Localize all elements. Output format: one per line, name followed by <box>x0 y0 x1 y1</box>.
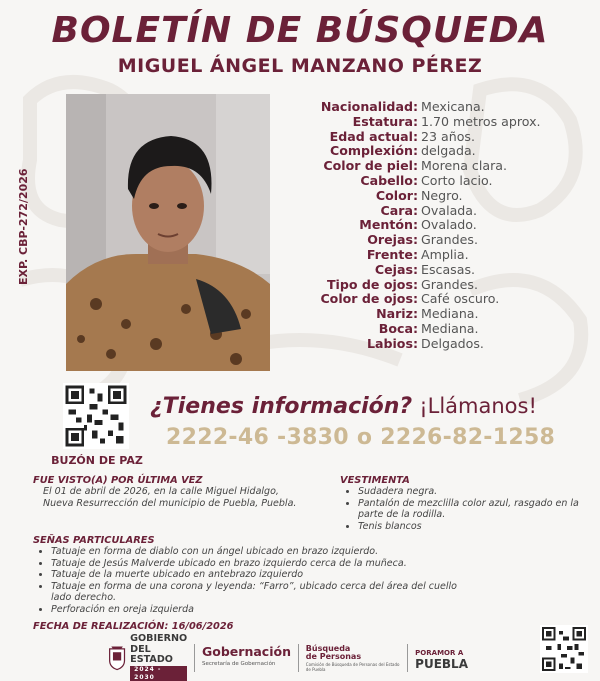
detail-row <box>280 144 590 159</box>
detail-value: Grandes. <box>421 276 478 292</box>
detail-value: 23 años. <box>421 128 475 144</box>
detail-row <box>280 248 590 263</box>
list-item: • Tenis blancos <box>358 521 590 533</box>
detail-value: Mediana. <box>421 306 479 322</box>
qr-code-icon[interactable] <box>540 625 588 673</box>
busqueda-line2: de Personas <box>305 652 362 661</box>
detail-row <box>280 130 590 145</box>
last-seen-text: El 01 de abril de 2026, en la calle Miguel Hidalgo, Nueva Resurrección del municipio de Puebla, Puebla. <box>43 486 297 509</box>
detail-value: Ovalada. <box>421 202 478 218</box>
detail-row <box>280 218 590 233</box>
divider <box>194 644 195 672</box>
detail-label: Complexión: <box>330 143 418 159</box>
amor-text: AMOR A <box>431 649 464 657</box>
marks-section <box>33 535 473 615</box>
list-item: • Tatuaje en forma de diablo con un ángel ubicado en brazo izquierdo. <box>51 546 473 558</box>
detail-value: Morena clara. <box>421 158 507 174</box>
detail-row <box>280 115 590 130</box>
gobierno-logo <box>130 634 187 681</box>
detail-row <box>280 204 590 219</box>
buzon-de-paz-label: BUZÓN DE PAZ <box>51 454 143 467</box>
detail-label: Edad actual: <box>329 128 418 144</box>
detail-row <box>280 189 590 204</box>
detail-label: Cara: <box>380 202 418 218</box>
gobierno-line1: GOBIERNO <box>130 633 188 644</box>
detail-value: Corto lacio. <box>421 172 493 188</box>
detail-label: Boca: <box>378 320 418 336</box>
list-item: • Tatuaje de Jesús Malverde ubicado en brazo izquierdo cerca de la muñeca. <box>51 558 473 570</box>
clothing-list <box>340 486 590 532</box>
busqueda-line1: Búsqueda <box>305 643 351 653</box>
detail-value: Ovalado. <box>421 217 477 233</box>
case-number: EXP. CBP-272/2026 <box>17 168 30 285</box>
gobernacion-subtitle: Secretaría de Gobernación <box>202 661 276 667</box>
detail-label: Cabello: <box>360 172 418 188</box>
physical-description <box>280 100 590 352</box>
detail-value: 1.70 metros aprox. <box>421 113 541 129</box>
detail-value: Café oscuro. <box>421 291 500 307</box>
bulletin-title: BOLETÍN DE BÚSQUEDA <box>51 10 549 51</box>
gobierno-line2: DEL ESTADO <box>130 643 173 665</box>
list-item: • Perforación en oreja izquierda <box>51 604 473 616</box>
detail-row <box>280 337 590 352</box>
detail-label: Tipo de ojos: <box>326 276 418 292</box>
detail-label: Nariz: <box>376 306 418 322</box>
detail-label: Orejas: <box>367 232 418 248</box>
divider <box>298 644 299 672</box>
detail-label: Color: <box>375 187 418 203</box>
detail-value: delgada. <box>421 143 476 159</box>
last-seen-section <box>33 475 323 509</box>
detail-value: Mediana. <box>421 320 479 336</box>
qr-code-icon[interactable] <box>63 383 129 449</box>
detail-row <box>280 278 590 293</box>
detail-label: Mentón: <box>359 217 418 233</box>
busqueda-logo <box>306 645 401 672</box>
person-photo <box>66 94 270 371</box>
detail-row <box>280 292 590 307</box>
por-amor-a-puebla-logo <box>415 646 468 670</box>
detail-label: Cejas: <box>374 261 418 277</box>
detail-label: Frente: <box>366 246 418 262</box>
footer-logos <box>108 633 468 681</box>
detail-row <box>280 307 590 322</box>
detail-value: Delgados. <box>421 335 484 351</box>
detail-row <box>280 322 590 337</box>
creation-date: FECHA DE REALIZACIÓN: 16/06/2026 <box>33 621 234 632</box>
detail-label: Color de ojos: <box>320 291 418 307</box>
list-item: • Pantalón de mezclilla color azul, rasgado en la parte de la rodilla. <box>358 498 590 521</box>
detail-label: Color de piel: <box>323 158 418 174</box>
gobernacion-name: Gobernación <box>202 644 291 659</box>
phone-numbers[interactable]: 2222-46 -3830 o 2226-82-1258 <box>166 425 556 450</box>
missing-person-name: MIGUEL ÁNGEL MANZANO PÉREZ <box>117 55 483 77</box>
clothing-section <box>340 475 590 532</box>
detail-row <box>280 100 590 115</box>
marks-list <box>33 546 473 615</box>
divider <box>407 644 408 672</box>
detail-row <box>280 263 590 278</box>
detail-label: Nacionalidad: <box>320 99 418 114</box>
detail-label: Labios: <box>366 335 418 351</box>
detail-value: Escasas. <box>421 261 476 277</box>
puebla-text: PUEBLA <box>415 657 468 671</box>
list-item: • Sudadera negra. <box>358 486 590 498</box>
question-text: ¿Tienes información? <box>150 394 413 419</box>
clothing-title: VESTIMENTA <box>340 475 410 486</box>
list-item: • Tatuaje de la muerte ubicado en antebrazo izquierdo <box>51 569 473 581</box>
marks-title: SEÑAS PARTICULARES <box>33 535 155 546</box>
detail-row <box>280 159 590 174</box>
detail-row <box>280 174 590 189</box>
years-badge: 2024 - 2030 <box>130 666 187 681</box>
detail-value: Amplia. <box>421 246 469 262</box>
person-photo-icon <box>66 94 270 371</box>
last-seen-title: FUE VISTO(A) POR ÚLTIMA VEZ <box>33 475 203 486</box>
detail-value: Grandes. <box>421 232 478 248</box>
por-text: POR <box>415 649 432 657</box>
gobernacion-logo <box>202 645 291 671</box>
detail-label: Estatura: <box>352 113 418 129</box>
info-request <box>150 394 537 419</box>
detail-value: Mexicana. <box>421 99 485 114</box>
call-us-text: ¡Llámanos! <box>419 394 537 418</box>
list-item: • Tatuaje en forma de una corona y leyenda: “Farro”, ubicado cerca del área del cuello lado derecho. <box>51 581 473 604</box>
detail-row <box>280 233 590 248</box>
busqueda-subtitle: Comisión de Búsqueda de Personas del Estado de Puebla <box>305 661 400 672</box>
detail-value: Negro. <box>421 187 463 203</box>
state-crest-icon <box>108 643 126 673</box>
